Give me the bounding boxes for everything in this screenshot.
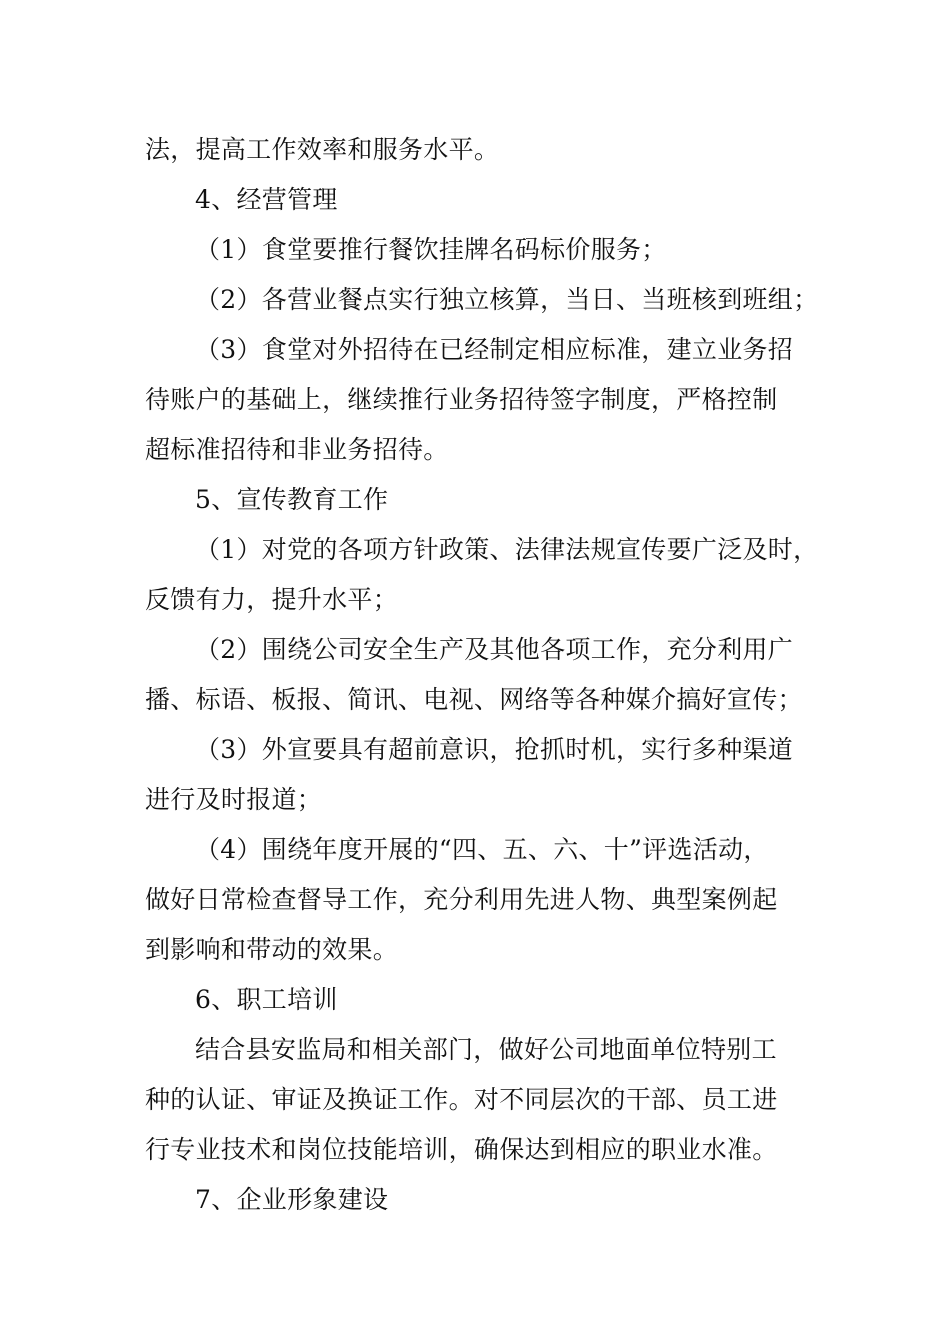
paragraph-line: 行专业技术和岗位技能培训，确保达到相应的职业水准。 [145, 1135, 778, 1164]
paragraph-line: 种的认证、审证及换证工作。对不同层次的干部、员工进 [145, 1085, 778, 1114]
paragraph-line: 进行及时报道； [145, 785, 323, 814]
paragraph-line: 法，提高工作效率和服务水平。 [145, 135, 500, 164]
section-heading-5: 5、宣传教育工作 [195, 485, 389, 514]
paragraph-line: 待账户的基础上，继续推行业务招待签字制度，严格控制 [145, 385, 778, 414]
section-heading-7: 7、企业形象建设 [195, 1185, 389, 1214]
paragraph-line: 到影响和带动的效果。 [145, 935, 399, 964]
list-item: （2）围绕公司安全生产及其他各项工作，充分利用广 [195, 635, 794, 664]
paragraph-line: 超标准招待和非业务招待。 [145, 435, 449, 464]
paragraph-line: 结合县安监局和相关部门，做好公司地面单位特别工 [195, 1035, 777, 1064]
paragraph-line: 播、标语、板报、简讯、电视、网络等各种媒介搞好宣传； [145, 685, 803, 714]
list-item: （3）外宣要具有超前意识，抢抓时机，实行多种渠道 [195, 735, 794, 764]
list-item: （1）食堂要推行餐饮挂牌名码标价服务； [195, 235, 667, 264]
list-item: （4）围绕年度开展的“四、五、六、十”评选活动， [195, 835, 769, 864]
section-heading-6: 6、职工培训 [195, 985, 338, 1014]
paragraph-line: 做好日常检查督导工作，充分利用先进人物、典型案例起 [145, 885, 778, 914]
paragraph-line: 反馈有力，提升水平； [145, 585, 399, 614]
list-item: （1）对党的各项方针政策、法律法规宣传要广泛及时， [195, 535, 819, 564]
list-item: （2）各营业餐点实行独立核算，当日、当班核到班组； [195, 285, 819, 314]
section-heading-4: 4、经营管理 [195, 185, 338, 214]
list-item: （3）食堂对外招待在已经制定相应标准，建立业务招 [195, 335, 794, 364]
